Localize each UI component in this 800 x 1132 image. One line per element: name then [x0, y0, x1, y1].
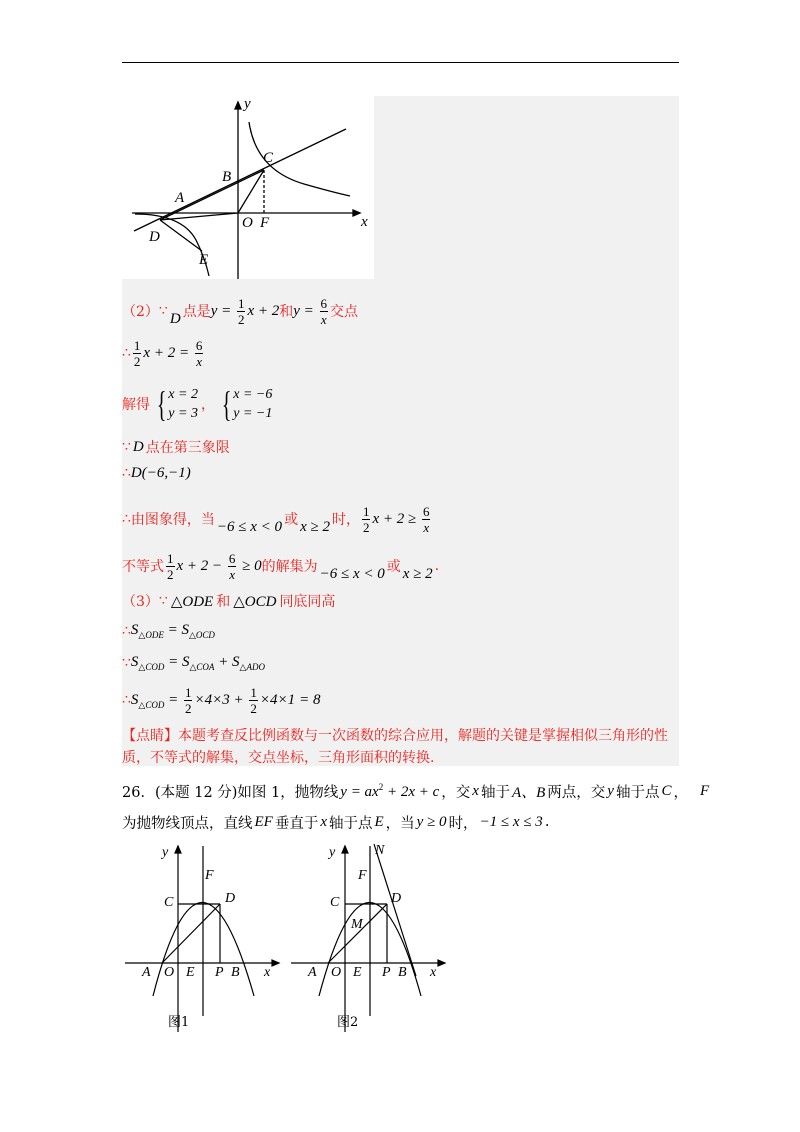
- hyperbola-equation: y = $\frac{6}{x}$: [293, 295, 328, 327]
- fig2-label-C: C: [330, 895, 340, 910]
- text-third-quadrant: 点在第三象限: [145, 440, 230, 456]
- text-solution-set: 的解集为: [261, 559, 318, 575]
- text-intersection: 交点: [330, 304, 359, 320]
- label-x: x: [361, 214, 368, 230]
- fig1-label-C: C: [164, 895, 174, 910]
- part3-area-equal: [122, 620, 215, 642]
- therefore-symbol-2: ∴: [122, 465, 131, 481]
- figure-parabolas: [119, 836, 459, 1036]
- figure-1-svg: [122, 96, 374, 279]
- fig2-label-P: P: [382, 965, 391, 980]
- fig1-label-y: y: [162, 845, 169, 860]
- q26-text-f: ，: [673, 784, 688, 801]
- interval-neg6-0: −6 ≤ x < 0: [216, 518, 283, 535]
- part3-area-result: [122, 683, 320, 717]
- comment-tag: 【点睛】: [122, 728, 178, 744]
- part2-D-coordinate: [122, 462, 191, 484]
- line-AB: [134, 129, 346, 231]
- parabola-figure-2: [291, 844, 445, 1032]
- D-coordinate: D(−6,−1): [130, 464, 191, 481]
- fig1-label-D: D: [225, 891, 236, 906]
- header-rule: [122, 62, 679, 63]
- part2-equation: [122, 336, 205, 370]
- point-D: D: [169, 310, 181, 327]
- q26-text-2f: .: [544, 814, 550, 830]
- inequality-compare: $\frac{1}{2}$ x + 2 ≥ $\frac{6}{x}$: [362, 503, 430, 535]
- q26-text-c: 轴于: [480, 784, 510, 801]
- interval-neg6-0-2: −6 ≤ x < 0: [319, 565, 385, 582]
- text-from-graph: 由图象得，当: [130, 512, 215, 528]
- text-when: 时，: [331, 512, 360, 528]
- label-F: F: [260, 215, 270, 231]
- fig1-label-A: A: [142, 965, 151, 980]
- because-symbol-3: ∵: [158, 593, 168, 609]
- condition-y-ge-0: y ≥ 0: [416, 813, 447, 830]
- because-symbol: ∵: [158, 303, 168, 319]
- inequality-expression: $\frac{1}{2}$ x + 2 − $\frac{6}{x}$ ≥ 0: [167, 550, 262, 582]
- text-or: 或: [284, 512, 299, 528]
- label-C: C: [263, 150, 274, 166]
- therefore-symbol-5: ∴: [122, 692, 131, 708]
- solution-2: { x = −6 y = −1: [221, 384, 273, 424]
- separator: ，: [200, 397, 215, 413]
- point-E: E: [374, 813, 384, 830]
- q26-text-2b: 垂直于: [274, 815, 319, 832]
- figure-hyperbola-line: [122, 96, 374, 279]
- label-y: y: [244, 96, 251, 112]
- fig2-label-E: E: [353, 965, 362, 980]
- fig1-label-O: O: [164, 965, 175, 980]
- y-var: y: [607, 782, 614, 799]
- triangle-ODE: △ODE: [170, 593, 214, 610]
- q26-text-2c: 轴于点: [329, 815, 373, 832]
- fig1-label-x: x: [264, 965, 271, 980]
- fig2-label-y: y: [329, 845, 336, 860]
- fig2-label-x: x: [430, 965, 437, 980]
- line-EF: EF: [254, 813, 273, 830]
- solution-1: { x = 2 y = 3: [156, 384, 198, 424]
- fig1-label-P: P: [215, 965, 224, 980]
- fig2-label-F: F: [358, 868, 367, 883]
- fig2-label-A: A: [308, 965, 317, 980]
- text-and-2: 和: [216, 594, 231, 610]
- caption-figure-1: 图1: [168, 1015, 190, 1030]
- therefore-symbol-3: ∴: [122, 511, 131, 527]
- label-D: D: [149, 229, 160, 245]
- label-O: O: [242, 215, 253, 231]
- part3-area-sum: [122, 652, 265, 674]
- fig2-label-N: N: [375, 843, 385, 858]
- hyperbola-branch-3: [135, 214, 209, 276]
- because-symbol-4: ∵: [122, 655, 131, 671]
- comment-text: 本题考查反比例函数与一次函数的综合应用，解题的关键是掌握相似三角形的性质，不等式的解集，交点坐标，三角形面积的转换.: [122, 728, 668, 766]
- equation-half-x-plus-2: $\frac{1}{2}$ x + 2 = $\frac{6}{x}$: [133, 337, 203, 369]
- text-solve: 解得: [122, 397, 150, 413]
- q26-line1: [122, 779, 709, 803]
- figure-2-svg: [119, 836, 459, 1036]
- fig2-label-O: O: [331, 965, 342, 980]
- x-range: −1 ≤ x ≤ 3: [479, 813, 543, 830]
- points-AB: A、B: [511, 784, 546, 801]
- x-axis-arrow: [353, 210, 360, 216]
- text-or-2: 或: [386, 559, 401, 575]
- q26-text-2d: ，当: [385, 815, 415, 832]
- part2-line1: [122, 294, 358, 328]
- part2-solution: [122, 382, 275, 426]
- part2-solution-set: [122, 549, 439, 583]
- text-inequality: 不等式: [122, 559, 164, 575]
- part3-number: （3）: [122, 594, 159, 610]
- area-calculation: $S_{\triangle COD}$ = $\frac{1}{2}$ ×4×3 + $\frac{1}{2}$ ×4×1: [130, 684, 296, 716]
- x-var-2: x: [320, 813, 327, 830]
- text-same-base-height: 同底同高: [279, 594, 336, 610]
- triangle-OCD: △OCD: [233, 593, 277, 610]
- y-axis-arrow: [235, 102, 241, 109]
- comment-paragraph: [122, 725, 682, 769]
- fig1-label-E: E: [186, 965, 195, 980]
- fig1-label-F: F: [205, 868, 214, 883]
- part2-graph-reading: [122, 502, 432, 536]
- label-E: E: [199, 252, 209, 268]
- fig2-label-B: B: [398, 965, 407, 980]
- q26-intro: 26．(本题 12 分)如图 1，抛物线: [122, 784, 339, 801]
- point-C: C: [661, 782, 672, 799]
- part2-number: （2）: [122, 304, 159, 320]
- line-equation: y = $\frac{1}{2}$ x + 2: [210, 295, 280, 327]
- fig1-label-B: B: [231, 965, 240, 980]
- point-D-2: D: [132, 438, 144, 455]
- area-sum: $S_{\triangle COD} = S_{\triangle COA} + S_{\triangle ADO}$: [130, 653, 265, 672]
- parabola-equation: $y = ax^2 + 2x + c$: [340, 781, 440, 800]
- interval-x-ge-2: x ≥ 2: [300, 518, 330, 535]
- label-A: A: [175, 190, 185, 206]
- because-symbol-2: ∵: [122, 439, 131, 455]
- q26-text-b: ，交: [441, 784, 471, 801]
- x-var: x: [472, 782, 479, 799]
- caption-figure-2: 图2: [337, 1015, 359, 1030]
- part2-quadrant: [122, 437, 230, 457]
- q26-text-d: 两点，交: [547, 784, 606, 801]
- interval-x-ge-2-2: x ≥ 2: [402, 565, 433, 582]
- label-B: B: [222, 169, 232, 185]
- fig2-label-M: M: [351, 917, 363, 932]
- q26-text-2a: 为抛物线顶点，直线: [122, 815, 253, 832]
- text-and: 和: [279, 304, 294, 320]
- area-equality: $S_{\triangle ODE} = S_{\triangle OCD}$: [130, 621, 215, 640]
- point-F: F: [699, 782, 710, 799]
- q26-line2: [122, 810, 549, 834]
- part3-line1: [122, 590, 335, 612]
- q26-text-e: 轴于点: [615, 784, 660, 801]
- area-result: = 8: [299, 691, 321, 708]
- q26-text-2e: 时，: [448, 815, 478, 832]
- therefore-symbol-4: ∴: [122, 623, 131, 639]
- text-point-is: 点是: [182, 304, 211, 320]
- therefore-symbol: ∴: [122, 345, 131, 361]
- period: .: [434, 558, 440, 574]
- parabola-figure-1: [125, 846, 279, 1032]
- fig2-label-D: D: [391, 891, 402, 906]
